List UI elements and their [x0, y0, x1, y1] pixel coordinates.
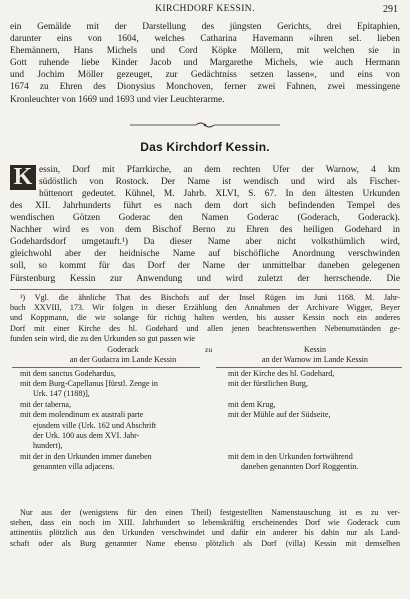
- ornamental-rule: [130, 120, 280, 130]
- text-line: Fürstenburg Kessin zur Anwendung und wird zuletzt der herrschende. Die: [10, 273, 400, 284]
- ornament-divider-icon: [130, 120, 280, 130]
- column-connector: zu: [205, 344, 213, 354]
- list-item: mit dem in den Urkunden fortwährend: [228, 451, 353, 461]
- text-line: Ehemännern, Hans Michels und Cord Köpke Möllern, mit welchen sie in: [10, 46, 400, 57]
- left-column-heading: [48, 345, 198, 366]
- list-item: daneben genannten Dorf Roggentin.: [241, 462, 359, 472]
- text-line: ein Gemälde mit der Darstellung des jüngsten Gerichts, drei Epitaphien,: [10, 22, 400, 32]
- list-item: [228, 389, 404, 399]
- text-line: gleichwohl aber der heidnische Name auf bischöfliche Anordnung verschwinden: [10, 249, 400, 260]
- comparison-columns: [10, 345, 400, 508]
- text-line: Gott ruhende liebe Kinder Jacob und Margarethe Michels, wie auch Hermann: [10, 58, 400, 69]
- footnote-line: funden sein wird, die zu den Urkunden so gut passen wie: [10, 334, 195, 344]
- text-line: 1674 zu Ehren des Dionysius Monchoven, ferner zwei Fahnen, zwei messingene: [10, 82, 400, 93]
- text-line: Godehardsdorf umgetauft.¹) Da dieser Name aber nicht volksthümlich wird,: [10, 237, 400, 248]
- text-line: des XII. Jahrhunderts führt es nach dem dort sich befindenden Tempel des: [10, 200, 400, 211]
- list-item: mit der in den Urkunden immer daneben: [20, 451, 152, 461]
- left-column-list: [20, 369, 192, 473]
- text-line: hüttenort gedeutet. Kühnel, M. Jahrb. XLVI, S. 67. In den ältesten Urkunden: [39, 188, 400, 199]
- footnote-line: stehen, dass ein noch im XIII. Jahrhundert so lebenskräftig erscheinendes Dorf wie Goderack cum: [10, 518, 400, 528]
- text-line: essin, Dorf mit Pfarrkirche, an dem rechten Ufer der Warnow, 4 km: [39, 164, 400, 175]
- section-title: Das Kirchdorf Kessin.: [140, 139, 270, 154]
- running-head-title: KIRCHDORF KESSIN.: [155, 4, 255, 14]
- list-item: mit dem sanctus Godehardus,: [20, 368, 116, 378]
- text-line: wendischen Götzen Goderac den Namen Goderac (Goderach, Goderack).: [10, 213, 400, 224]
- text-line: soll, so kommt für das Dorf der Name der unmittelbar daneben gelegenen: [10, 261, 400, 272]
- list-item: [228, 431, 404, 441]
- main-paragraph: [10, 164, 400, 285]
- list-item: ejusdem ville (Urk. 162 und Abschrift: [33, 420, 157, 430]
- list-item: mit der Mühle auf der Südseite,: [228, 410, 331, 420]
- list-item: Urk. 147 (1188)],: [33, 389, 90, 399]
- list-item: mit dem molendinum ex australi parte: [20, 410, 144, 420]
- left-heading-location: an der Gudacra im Lande Kessin: [69, 355, 177, 365]
- list-item: [228, 421, 404, 431]
- footnote-line: Nur aus der (wenigstens für den einen Theil) festgestellten Namenstauschung ist es zu ver-: [20, 507, 400, 517]
- list-item: mit der Kirche des hl. Godehard,: [228, 368, 335, 378]
- intro-paragraph: [10, 21, 400, 106]
- footnote-continuation: [10, 508, 400, 550]
- text-line: südöstlich von Rostock. Der Name ist wendisch und wird als Fischer-: [39, 176, 400, 187]
- page-number: 291: [383, 4, 398, 15]
- text-line: Nachher wird es von dem Bischof Berno zu Ehren des heiligen Godehard in: [10, 225, 400, 236]
- drop-cap-initial: K: [10, 165, 36, 190]
- running-head: [10, 4, 400, 18]
- list-item: mit dem Krug,: [228, 399, 276, 409]
- footnote-line: schaft oder als Burg genannter Name ebenso plötzlich als Dorf (villa) Kessin mit demselben: [10, 538, 400, 548]
- right-heading-name: Kessin: [303, 344, 327, 354]
- list-item: [228, 441, 404, 451]
- footnote: [10, 293, 400, 345]
- footnote-line: und Koppmann, die wir solange für richtig halten werden, bis ausser Kessin noch ein anderes: [10, 313, 400, 323]
- list-item: hundert),: [33, 441, 63, 451]
- list-item: mit der taberna,: [20, 399, 72, 409]
- list-item: mit dem Burg-Capellanus [fürstl. Zenge in: [20, 379, 158, 389]
- right-heading-location: an der Warnow im Lande Kessin: [262, 355, 368, 365]
- list-item: mit der fürstlichen Burg,: [228, 379, 308, 389]
- text-line: Kronleuchter von 1669 und 1693 und vier Leuchterarme.: [10, 94, 225, 105]
- footnote-line: ¹) Vgl. die ähnliche That des Bischofs auf der Insel Rügen im Juni 1168. M. Jahr-: [20, 292, 400, 302]
- left-heading-name: Goderack: [107, 344, 139, 354]
- right-column-heading: [240, 345, 390, 366]
- text-line: darunter eins von 1604, welches Catharina Havemann »ihren sel. lieben: [10, 34, 400, 45]
- footnote-separator: [10, 289, 400, 290]
- text-line: und Jochim Möller gezeuget, zur Gedächtniss setzen lassen«, und eins von: [10, 70, 400, 81]
- right-column-list: [228, 369, 404, 473]
- footnote-line: Dorf mit einer Kirche des hl. Godehard und allen jenen beachtenswerthen Nebenumständen ge-: [10, 323, 400, 333]
- list-item: genannten villa adjacens.: [33, 462, 115, 472]
- list-item: der Urk. 100 aus dem XVI. Jahr-: [33, 431, 140, 441]
- footnote-line: attinentiis plötzlich aus den Urkunden verschwindet und dafür ein anderer bis dahin nur als Land-: [10, 528, 400, 538]
- footnote-line: buch XXVIII, 173. Wir folgen in dieser Erzählung den Annahmen der Archivare Wigger, Beyer: [10, 303, 400, 312]
